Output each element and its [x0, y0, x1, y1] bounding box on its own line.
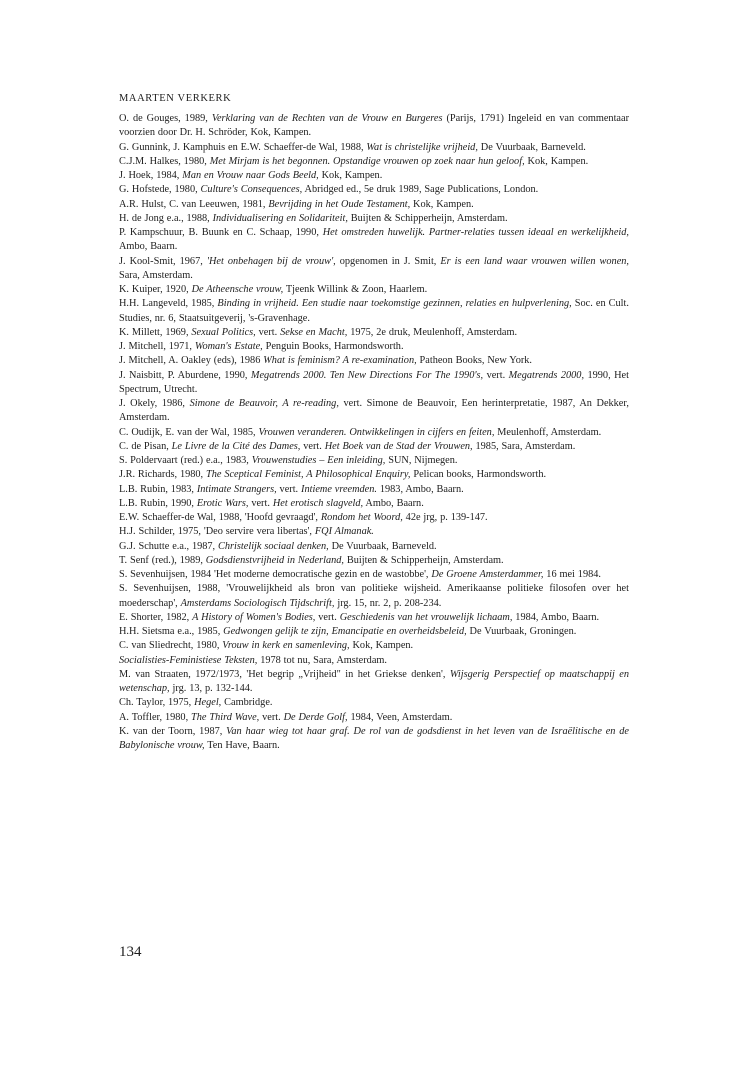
reference-entry: [119, 468, 629, 482]
reference-title: De Groene Amsterdammer,: [431, 569, 544, 580]
reference-entry: [119, 711, 629, 725]
reference-entry: [119, 639, 629, 653]
reference-text: Buijten & Schipperheijn, Amsterdam.: [343, 554, 504, 566]
reference-text: E.W. Schaeffer-de Wal, 1988, 'Hoofd gevraagd',: [119, 512, 321, 523]
reference-title: Intimate Strangers,: [196, 483, 277, 495]
reference-text: C. Oudijk, E. van der Wal, 1985,: [119, 426, 259, 438]
reference-title: De Derde Golf,: [283, 711, 348, 723]
reference-text: Ambo, Baarn.: [119, 241, 178, 253]
reference-list: [119, 112, 629, 753]
reference-text: 1978 tot nu, Sara, Amsterdam.: [257, 654, 387, 666]
reference-title: Wijsgerig Perspectief op maatschappij en wetenschap,: [119, 668, 629, 694]
reference-entry: [119, 725, 629, 754]
reference-title: Bevrijding in het Oude Testament,: [268, 198, 411, 210]
reference-title: The Sceptical Feminist, A Philosophical Enquiry,: [206, 469, 411, 481]
reference-text: Abridged ed., 5e druk 1989, Sage Publications, London.: [302, 184, 539, 196]
reference-text: SUN, Nijmegen.: [385, 455, 458, 466]
reference-text: vert.: [483, 369, 509, 381]
reference-text: M. van Straaten, 1972/1973, 'Het begrip „Vrijheid" in het Griekse denken',: [119, 668, 450, 680]
reference-text: jrg. 15, nr. 2, p. 208-234.: [334, 597, 442, 609]
reference-text: vert.: [255, 326, 281, 338]
reference-text: C.J.M. Halkes, 1980,: [119, 155, 210, 167]
reference-text: H.J. Schilder, 1975, 'Deo servire vera libertas',: [119, 526, 315, 538]
reference-title: What is feminism? A re-examination,: [263, 355, 417, 367]
reference-entry: [119, 297, 629, 326]
reference-title: Vrouwen veranderen. Ontwikkelingen in cijfers en feiten,: [258, 426, 495, 438]
reference-text: G. Hofstede, 1980,: [119, 184, 201, 196]
reference-text: vert.: [276, 483, 302, 495]
reference-title: Individualisering en Solidariteit,: [212, 212, 348, 224]
reference-text: K. van der Toorn, 1987,: [119, 725, 227, 737]
reference-entry: [119, 611, 629, 625]
reference-title: Het Boek van de Stad der Vrouwen,: [324, 440, 473, 452]
reference-text: Kok, Kampen.: [318, 170, 383, 181]
reference-title: Megatrends 2000,: [508, 369, 585, 381]
reference-title: Amsterdams Sociologisch Tijdschrift,: [180, 597, 335, 609]
reference-text: S. Sevenhuijsen, 1988, 'Vrouwelijkheid als bron van politieke wijsheid. Amerikaanse politieke filosofen over het moederschap',: [119, 583, 629, 609]
reference-entry: [119, 525, 629, 539]
reference-title: Er is een land waar vrouwen willen wonen,: [440, 255, 629, 267]
reference-text: 1985, Sara, Amsterdam.: [472, 440, 576, 452]
reference-text: J. Naisbitt, P. Aburdene, 1990,: [119, 369, 251, 381]
reference-text: S. Poldervaart (red.) e.a., 1983,: [119, 455, 252, 466]
reference-title: Met Mirjam is het begonnen. Opstandige vrouwen op zoek naar hun geloof,: [209, 155, 525, 167]
reference-entry: [119, 155, 629, 169]
reference-title: Le Livre de la Cité des Dames,: [171, 440, 301, 452]
reference-entry: [119, 511, 629, 525]
reference-title: Socialisties-Feministiese Teksten,: [119, 654, 258, 666]
reference-text: S. Sevenhuijsen, 1984 'Het moderne democratische gezin en de wastobbe',: [119, 569, 432, 580]
reference-text: Ten Have, Baarn.: [204, 740, 280, 751]
reference-entry: [119, 497, 629, 511]
running-head: MAARTEN VERKERK: [119, 93, 232, 104]
reference-entry: [119, 326, 629, 340]
reference-title: Culture's Consequences,: [200, 184, 303, 196]
reference-text: 1984, Ambo, Baarn.: [512, 611, 600, 623]
reference-text: vert.: [315, 611, 340, 623]
reference-entry: [119, 397, 629, 426]
reference-title: Simone de Beauvoir, A re-reading,: [189, 398, 339, 409]
reference-title: A History of Women's Bodies,: [192, 611, 316, 623]
reference-entry: [119, 582, 629, 611]
reference-text: J.R. Richards, 1980,: [119, 469, 206, 481]
reference-text: Cambridge.: [221, 697, 273, 709]
reference-entry: [119, 340, 629, 354]
reference-title: Hegel,: [194, 697, 222, 709]
reference-entry: [119, 226, 629, 255]
reference-text: De Vuurbaak, Groningen.: [466, 626, 577, 637]
reference-text: L.B. Rubin, 1990,: [119, 497, 197, 509]
reference-text: K. Millett, 1969,: [119, 326, 192, 338]
reference-title: 'Het onbehagen bij de vrouw',: [206, 255, 336, 267]
reference-title: De Atheensche vrouw,: [191, 284, 284, 295]
reference-text: Tjeenk Willink & Zoon, Haarlem.: [283, 284, 428, 295]
reference-entry: [119, 255, 629, 284]
reference-entry: [119, 369, 629, 398]
reference-text: K. Kuiper, 1920,: [119, 284, 192, 295]
reference-title: Vrouw in kerk en samenleving,: [222, 640, 350, 652]
reference-entry: [119, 141, 629, 155]
reference-text: T. Senf (red.), 1989,: [119, 554, 206, 566]
reference-entry: [119, 696, 629, 710]
reference-title: Geschiedenis van het vrouwelijk lichaam,: [339, 611, 513, 623]
reference-title: Erotic Wars,: [196, 497, 249, 509]
reference-entry: [119, 183, 629, 197]
reference-entry: [119, 169, 629, 183]
reference-text: 16 mei 1984.: [543, 569, 601, 580]
reference-title: Gedwongen gelijk te zijn, Emancipatie en overheidsbeleid,: [223, 626, 467, 637]
reference-text: Soc. en Cult. Studies, nr. 6, Staatsuitgeverij, 's-Gravenhage.: [119, 298, 629, 324]
reference-text: 1975, 2e druk, Meulenhoff, Amsterdam.: [347, 326, 518, 338]
reference-entry: [119, 654, 629, 668]
reference-text: P. Kampschuur, B. Buunk en C. Schaap, 1990,: [119, 227, 323, 238]
reference-text: Pelican books, Harmondsworth.: [410, 469, 547, 481]
reference-title: Verklaring van de Rechten van de Vrouw en Burgeres: [211, 113, 443, 124]
reference-text: A.R. Hulst, C. van Leeuwen, 1981,: [119, 198, 269, 210]
reference-text: Patheon Books, New York.: [416, 355, 533, 367]
reference-text: vert.: [300, 440, 325, 452]
reference-title: Wat is christelijke vrijheid,: [366, 141, 478, 153]
reference-text: H.H. Langeveld, 1985,: [119, 298, 218, 310]
reference-text: J. Hoek, 1984,: [119, 170, 183, 181]
reference-title: Het erotisch slagveld,: [272, 497, 364, 509]
reference-text: Penguin Books, Harmondsworth.: [262, 341, 404, 352]
reference-text: J. Okely, 1986,: [119, 398, 190, 409]
reference-text: J. Mitchell, 1971,: [119, 341, 195, 352]
reference-text: De Vuurbaak, Barneveld.: [328, 540, 437, 552]
reference-title: FQI Almanak.: [314, 526, 374, 538]
reference-entry: [119, 540, 629, 554]
reference-title: Het omstreden huwelijk. Partner-relaties tussen ideaal en werkelijkheid,: [322, 227, 629, 238]
reference-title: Sekse en Macht,: [280, 326, 348, 338]
reference-text: Kok, Kampen.: [349, 640, 414, 652]
reference-title: Sexual Politics,: [191, 326, 256, 338]
reference-title: Godsdienstvrijheid in Nederland,: [205, 554, 344, 566]
reference-title: Binding in vrijheid. Een studie naar toekomstige gezinnen, relaties en hulpverlening,: [217, 298, 572, 310]
reference-text: L.B. Rubin, 1983,: [119, 483, 197, 495]
reference-title: Megatrends 2000. Ten New Directions For The 1990's,: [250, 369, 484, 381]
reference-text: Ambo, Baarn.: [363, 497, 424, 509]
reference-text: Buijten & Schipperheijn, Amsterdam.: [347, 212, 508, 224]
reference-text: (Parijs, 1791) Ingeleid en van commentaar voorzien door Dr. H. Schröder, Kok, Kampen.: [119, 113, 630, 139]
reference-text: 1984, Veen, Amsterdam.: [347, 711, 453, 723]
reference-text: jrg. 13, p. 132-144.: [169, 683, 253, 694]
reference-entry: [119, 198, 629, 212]
reference-entry: [119, 668, 629, 697]
reference-text: G.J. Schutte e.a., 1987,: [119, 540, 219, 552]
reference-entry: [119, 354, 629, 368]
reference-text: O. de Gouges, 1989,: [119, 113, 212, 124]
reference-entry: [119, 426, 629, 440]
reference-entry: [119, 212, 629, 226]
reference-text: vert.: [259, 711, 284, 723]
reference-text: 42e jrg, p. 139-147.: [402, 512, 488, 523]
reference-text: Sara, Amsterdam.: [119, 269, 193, 281]
reference-title: Van haar wieg tot haar graf. De rol van de godsdienst in het leven van de Israëlitische en de Babylonische vrouw,: [119, 725, 629, 751]
reference-entry: [119, 440, 629, 454]
reference-title: The Third Wave,: [191, 711, 260, 723]
reference-title: Woman's Estate,: [194, 341, 263, 352]
reference-entry: [119, 554, 629, 568]
reference-text: Ch. Taylor, 1975,: [119, 697, 195, 709]
reference-entry: [119, 112, 629, 141]
reference-entry: [119, 625, 629, 639]
reference-text: G. Gunnink, J. Kamphuis en E.W. Schaeffer-de Wal, 1988,: [119, 141, 367, 153]
reference-text: 1990, Het Spectrum, Utrecht.: [119, 369, 629, 395]
reference-text: De Vuurbaak, Barneveld.: [477, 141, 586, 153]
reference-text: opgenomen in J. Smit,: [335, 255, 441, 267]
reference-title: Christelijk sociaal denken,: [218, 540, 329, 552]
reference-entry: [119, 454, 629, 468]
reference-title: Man en Vrouw naar Gods Beeld,: [182, 170, 319, 181]
reference-text: C. de Pisan,: [119, 440, 172, 452]
reference-text: 1983, Ambo, Baarn.: [376, 483, 464, 495]
reference-text: vert.: [248, 497, 273, 509]
reference-entry: [119, 283, 629, 297]
reference-text: H.H. Sietsma e.a., 1985,: [119, 626, 224, 637]
reference-entry: [119, 483, 629, 497]
reference-text: Kok, Kampen.: [410, 198, 474, 210]
page-number: 134: [119, 944, 142, 960]
reference-entry: [119, 568, 629, 582]
reference-text: Kok, Kampen.: [524, 155, 589, 167]
reference-text: H. de Jong e.a., 1988,: [119, 212, 213, 224]
reference-text: vert. Simone de Beauvoir, Een herinterpretatie, 1987, An Dekker, Amsterdam.: [119, 398, 629, 424]
reference-text: A. Toffler, 1980,: [119, 711, 192, 723]
reference-title: Rondom het Woord,: [320, 512, 403, 523]
reference-text: E. Shorter, 1982,: [119, 611, 193, 623]
reference-text: J. Kool-Smit, 1967,: [119, 255, 207, 267]
reference-text: C. van Sliedrecht, 1980,: [119, 640, 223, 652]
reference-title: Vrouwenstudies – Een inleiding,: [251, 455, 386, 466]
reference-text: Meulenhoff, Amsterdam.: [494, 426, 602, 438]
reference-text: J. Mitchell, A. Oakley (eds), 1986: [119, 355, 264, 367]
reference-title: Intieme vreemden.: [301, 483, 377, 495]
